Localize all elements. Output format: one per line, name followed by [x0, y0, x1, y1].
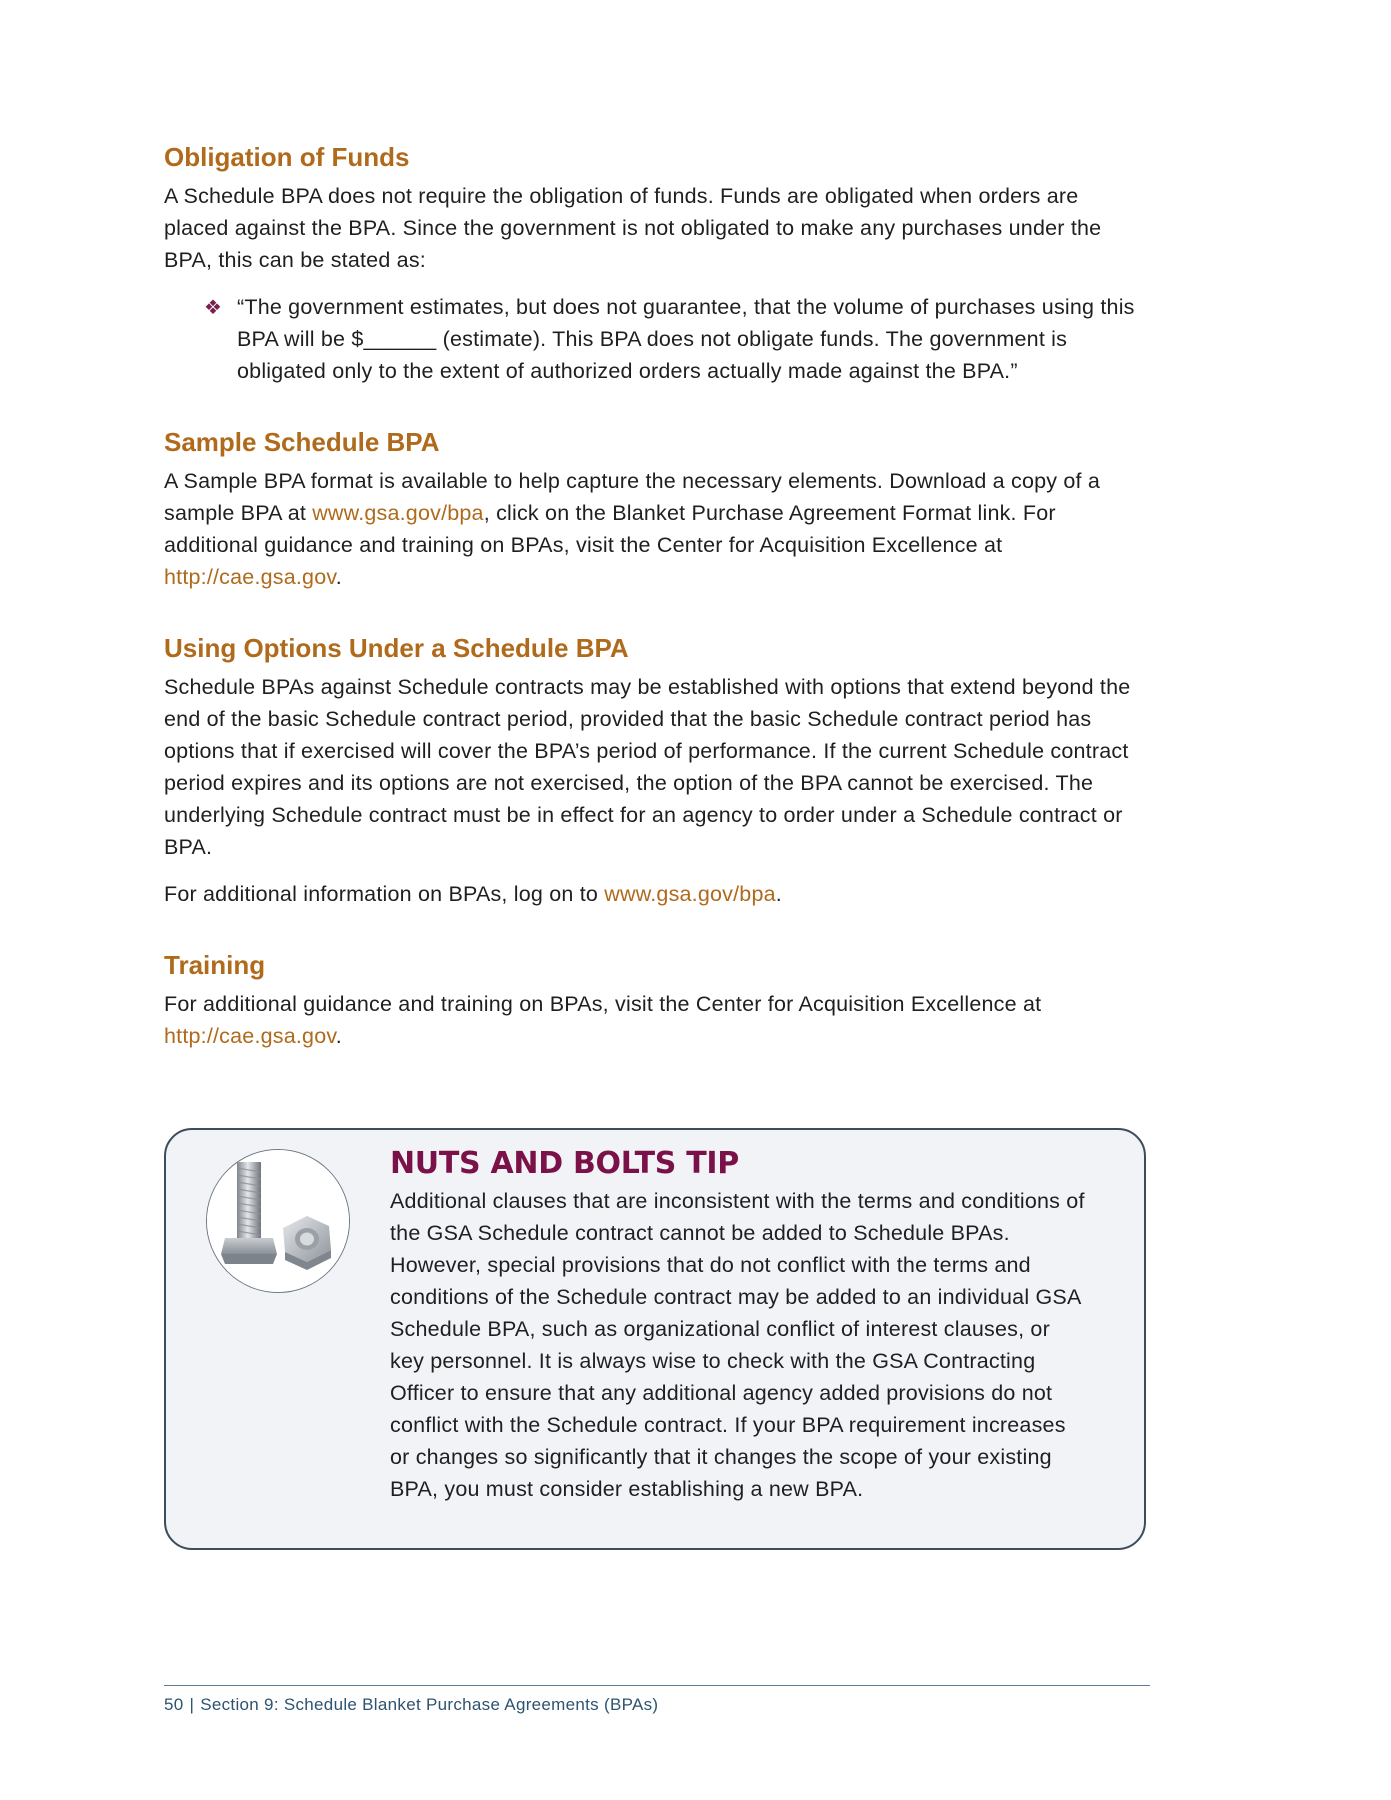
obligation-paragraph: A Schedule BPA does not require the obligation of funds. Funds are obligated when orders are placed against the BPA. Since the government is not obligated to make any purchases under the BPA, this can be stated as:	[164, 184, 1102, 272]
tip-body: Additional clauses that are inconsistent with the terms and conditions of the GSA Schedule contract cannot be added to Schedule BPAs. However, special provisions that do not conflict with the terms and conditions of the Schedule contract may be added to an individual GSA Schedule BPA, such as organizational conflict of interest clauses, or key personnel. It is always wise to check with the GSA Contracting Officer to ensure that any additional agency added provisions do not conflict with the Schedule contract. If your BPA requirement increases or changes so significantly that it changes the scope of your existing BPA, you must consider establishing a new BPA.	[390, 1189, 1085, 1501]
training-text: For additional guidance and training on BPAs, visit the Center for Acquisition Excellence at	[164, 992, 1042, 1016]
gsa-bpa-link[interactable]: www.gsa.gov/bpa	[604, 882, 776, 906]
obligation-quote: “The government estimates, but does not guarantee, that the volume of purchases using this BPA will be $______ (estimate). This BPA does not obligate funds. The government is obligated only to the extent of authorized orders actually made against the BPA.”	[237, 295, 1135, 383]
section-using-options	[164, 631, 1144, 910]
heading-sample-schedule-bpa: Sample Schedule BPA	[164, 427, 440, 457]
obligation-bullet-list	[164, 291, 1144, 387]
footer-separator: |	[189, 1695, 195, 1714]
training-paragraph	[164, 988, 1144, 1052]
tip-title: NUTS AND BOLTS TIP	[390, 1146, 739, 1181]
heading-obligation-of-funds: Obligation of Funds	[164, 142, 410, 172]
options-info-end: .	[775, 882, 782, 906]
sample-paragraph	[164, 465, 1144, 593]
options-paragraph: Schedule BPAs against Schedule contracts may be established with options that extend beyond the end of the basic Schedule contract period, provided that the basic Schedule contract period has options that if exercised will cover the BPA’s period of performance. If the current Schedule contract period expires and its options are not exercised, the option of the BPA cannot be exercised. The underlying Schedule contract must be in effect for an agency to order under a Schedule contract or BPA.	[164, 675, 1131, 859]
options-info-paragraph	[164, 878, 1144, 910]
page-number: 50	[164, 1695, 184, 1714]
gsa-bpa-link[interactable]: www.gsa.gov/bpa	[312, 501, 484, 525]
cae-link[interactable]: http://cae.gsa.gov	[164, 1024, 336, 1048]
heading-training: Training	[164, 950, 266, 980]
diamond-bullet-icon: ❖	[204, 295, 223, 319]
sample-text-3: .	[335, 565, 342, 589]
tip-content	[390, 1145, 1090, 1505]
nut-and-bolt-icon	[206, 1149, 350, 1293]
footer-section-title: Section 9: Schedule Blanket Purchase Agreements (BPAs)	[200, 1695, 659, 1714]
sample-text-2: , click on the Blanket Purchase Agreement Format link. For additional guidance and training on BPAs, visit the Center for Acquisition Excellence at	[164, 501, 1056, 557]
options-info-text: For additional information on BPAs, log on to	[164, 882, 605, 906]
training-end: .	[335, 1024, 342, 1048]
section-obligation-of-funds	[164, 140, 1144, 387]
page-footer	[164, 1695, 658, 1715]
sample-text-1: A Sample BPA format is available to help capture the necessary elements. Download a copy of a sample BPA at	[164, 469, 1101, 525]
section-training	[164, 948, 1144, 1052]
page-content	[164, 140, 1144, 1052]
list-item	[204, 291, 1144, 387]
nuts-and-bolts-tip-box	[164, 1128, 1146, 1550]
footer-divider	[164, 1685, 1150, 1686]
cae-link[interactable]: http://cae.gsa.gov	[164, 565, 336, 589]
nut-and-bolt-illustration	[207, 1150, 349, 1292]
section-sample-schedule-bpa	[164, 425, 1144, 593]
heading-using-options: Using Options Under a Schedule BPA	[164, 633, 629, 663]
